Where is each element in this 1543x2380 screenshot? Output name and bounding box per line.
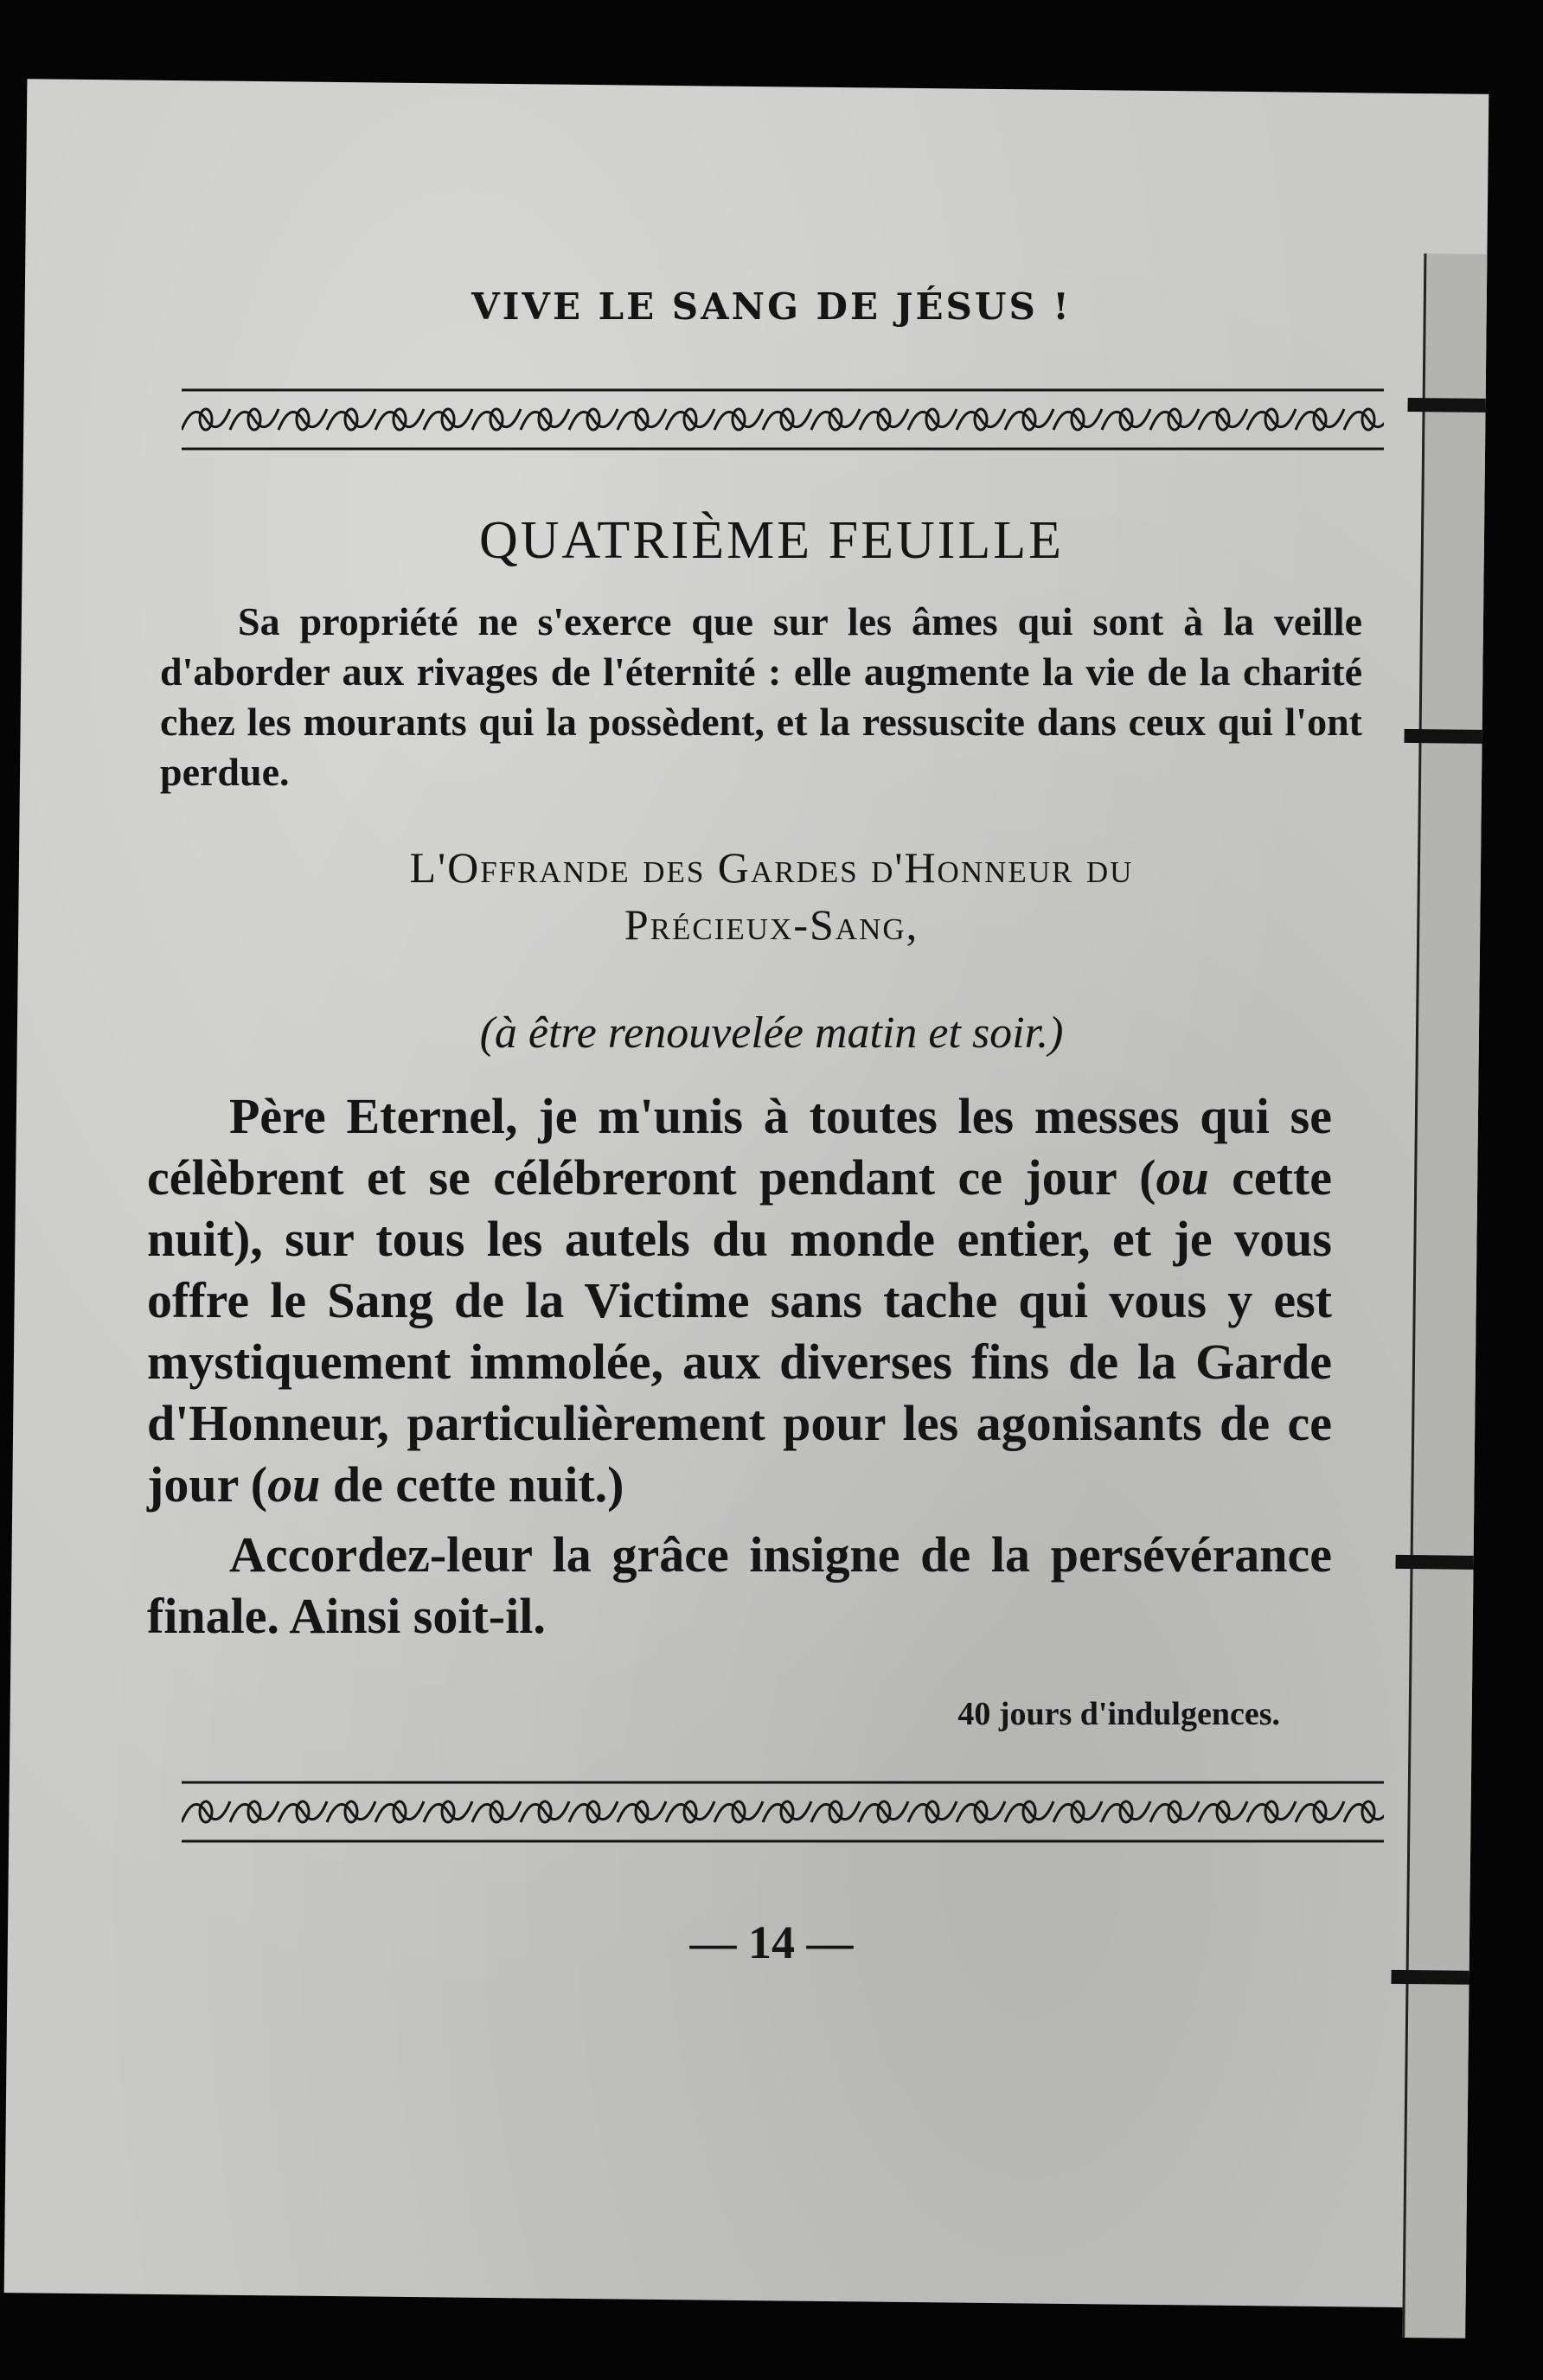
prayer-paragraph-2: Accordez-leur la grâce insigne de la persévérance finale. Ainsi soit-il.: [147, 1526, 1332, 1644]
page-number: — 14 —: [689, 1916, 854, 1968]
prayer-ou-2: ou: [267, 1456, 321, 1513]
prayer-text-a: Père Eternel, je m'unis à toutes les messes qui se célèbrent et se célébreront pendant ce jour (: [147, 1088, 1332, 1206]
binding-stitch: [1391, 1970, 1469, 1985]
prayer-text-b: cette nuit), sur tous les autels du monde entier, et je vous offre le Sang de la Victime sans tache qui vous y est mystiquement immolée, aux diverses fins de la Garde d'Honneur, particulièrement pour les agonisants de ce jour (: [147, 1149, 1332, 1513]
prayer-paragraph-1: [147, 1085, 1332, 1515]
intro-paragraph: [160, 597, 1362, 797]
binding-stitch: [1404, 729, 1482, 744]
indulgence-note: 40 jours d'indulgences.: [957, 1696, 1280, 1732]
prayer-ou-1: ou: [1156, 1149, 1209, 1206]
offrande-subtitle: (à être renouvelée matin et soir.): [479, 1008, 1064, 1058]
page-title: QUATRIÈME FEUILLE: [478, 511, 1065, 570]
offrande-heading: [0, 839, 1543, 953]
bottom-ornament-rule: [182, 1777, 1384, 1846]
offrande-heading-line1: L'Offrande des Gardes d'Honneur du: [409, 843, 1134, 892]
running-head: VIVE LE SANG DE JÉSUS !: [471, 285, 1072, 328]
prayer-text: [147, 1085, 1332, 1647]
binding-stitch: [1408, 398, 1486, 413]
offrande-heading-line2: Précieux-Sang,: [624, 900, 919, 949]
binding-stitch: [1395, 1555, 1473, 1570]
prayer-text-c: de cette nuit.): [320, 1456, 624, 1513]
intro-text: Sa propriété ne s'exerce que sur les âmes qui sont à la veille d'aborder aux rivages de l'éternité : elle augmente la vie de la charité chez les mourants qui la possèdent, et la ressuscite dans ceux qui l'ont perdue.: [160, 599, 1362, 794]
top-ornament-rule: [182, 385, 1384, 454]
